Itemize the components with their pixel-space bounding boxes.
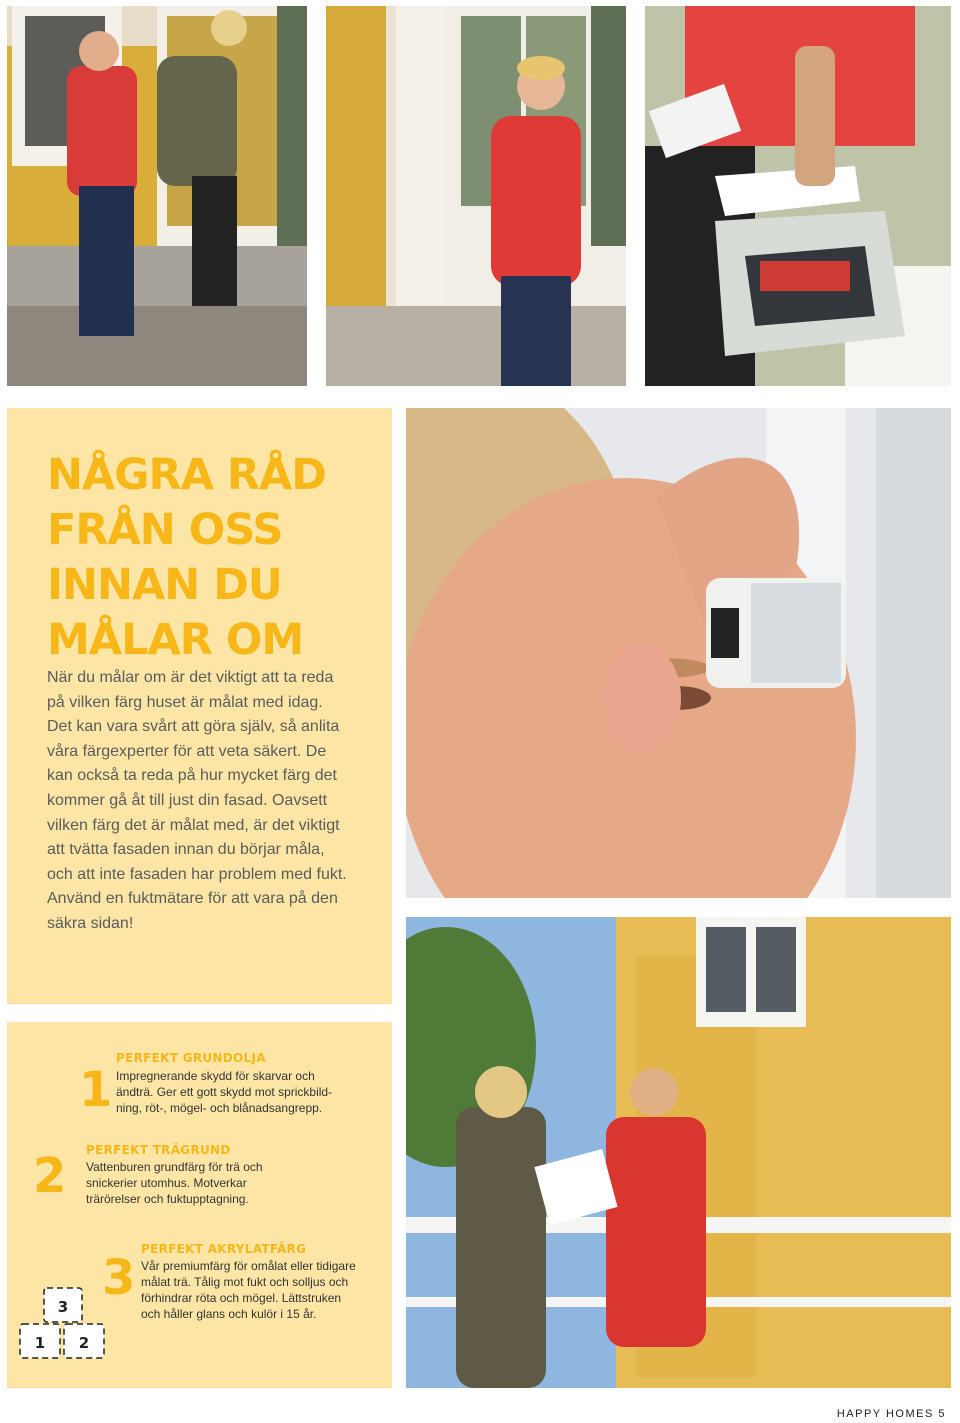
headline-line: FRÅN OSS (47, 505, 283, 555)
photo-family-at-house (406, 917, 951, 1388)
headline-line: INNAN DU (47, 560, 282, 610)
step-line: Vår premiumfärg för omålat eller tidigare (141, 1259, 356, 1273)
intro-text: När du målar om är det viktigt att ta reda på vilken färg huset är målat med idag. Det kan vara svårt att göra själv, så anlita våra färgexperter för att veta säkert. De kan också ta reda på hur mycket färg det kommer gå åt till just din fasad. Oavsett vilken färg det är målat med, är det viktigt att tvätta fasaden innan du börjar måla, och att inte fasaden har problem med fukt. Använd en fuktmätare för att vara på den säkra sidan! (47, 669, 347, 932)
photo-man-inspecting-window (326, 6, 626, 386)
step-line: målat trä. Tålig mot fukt och solljus och (141, 1275, 349, 1289)
step-line: ning, röt-, mögel- och blånadsangrepp. (116, 1101, 323, 1115)
page-footer: HAPPY HOMES 5 (836, 1408, 946, 1420)
stack-label-top: 3 (57, 1298, 69, 1316)
step-text (141, 1258, 356, 1322)
photo-couple-at-window (7, 6, 307, 386)
step-line: ändträ. Ger ett gott skydd mot sprickbild- (116, 1085, 333, 1099)
step-line: förhindrar röta och mögel. Lättstruken (141, 1291, 342, 1305)
step-text (86, 1159, 263, 1207)
photo-tool-case (645, 6, 951, 386)
stack-label-left: 1 (34, 1334, 46, 1352)
step-line: snickerier utomhus. Motverkar (86, 1176, 247, 1190)
step-line: Vattenburen grundfärg för trä och (86, 1160, 263, 1174)
step-number: 2 (33, 1148, 67, 1204)
photo-moisture-meter-closeup (406, 408, 951, 898)
headline-line: MÅLAR OM (47, 615, 304, 665)
step-line: Impregnerande skydd för skarvar och (116, 1069, 315, 1083)
step-title: PERFEKT AKRYLATFÄRG (141, 1242, 307, 1256)
stacked-blocks-icon (17, 1284, 117, 1364)
intro-panel (7, 408, 392, 1004)
step-line: trärörelser och fuktupptagning. (86, 1192, 249, 1206)
headline-line: NÅGRA RÅD (47, 450, 327, 500)
step-number: 3 (102, 1250, 136, 1306)
step-text (116, 1068, 332, 1116)
step-number: 1 (79, 1062, 113, 1118)
stack-label-right: 2 (78, 1334, 90, 1352)
products-panel (7, 1022, 392, 1388)
step-title: PERFEKT TRÄGRUND (86, 1143, 231, 1157)
step-line: och håller glans och kulör i 15 år. (141, 1307, 317, 1321)
headline (47, 448, 387, 668)
step-title: PERFEKT GRUNDOLJA (116, 1051, 266, 1065)
